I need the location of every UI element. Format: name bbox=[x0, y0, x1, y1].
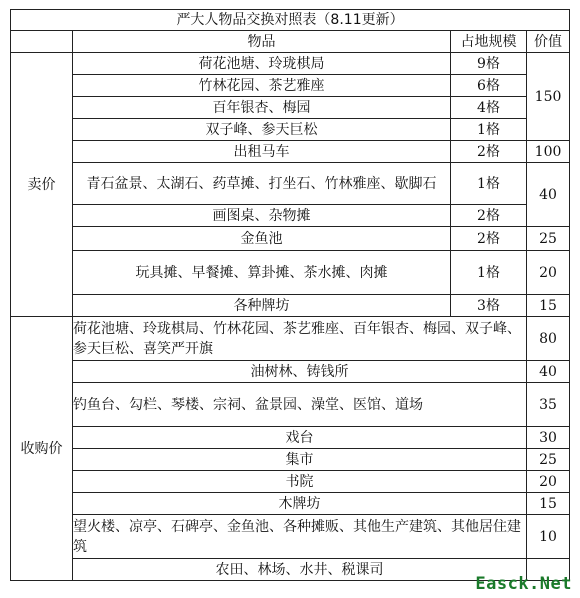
sell-row-items: 百年银杏、梅园 bbox=[73, 97, 451, 119]
sell-row-price: 150 bbox=[527, 53, 570, 141]
sell-row-price: 20 bbox=[527, 251, 570, 295]
table-title: 严大人物品交换对照表（8.11更新） bbox=[11, 10, 570, 31]
buy-row-items: 木牌坊 bbox=[73, 493, 527, 515]
header-blank bbox=[11, 31, 73, 53]
sell-row-items: 金鱼池 bbox=[73, 227, 451, 251]
sell-row-size: 2格 bbox=[451, 227, 527, 251]
sell-row-size: 2格 bbox=[451, 205, 527, 227]
header-size: 占地规模 bbox=[451, 31, 527, 53]
sell-row-price: 40 bbox=[527, 163, 570, 227]
sell-row-size: 1格 bbox=[451, 163, 527, 205]
header-items: 物品 bbox=[73, 31, 451, 53]
buy-row-items: 油树林、铸钱所 bbox=[73, 361, 527, 383]
sell-row-size: 9格 bbox=[451, 53, 527, 75]
buy-row-items: 集市 bbox=[73, 449, 527, 471]
buy-row-price: 30 bbox=[527, 427, 570, 449]
sell-row-items: 画图桌、杂物摊 bbox=[73, 205, 451, 227]
sell-row-price: 100 bbox=[527, 141, 570, 163]
sell-row-size: 2格 bbox=[451, 141, 527, 163]
buy-row-price: 25 bbox=[527, 449, 570, 471]
sell-row-size: 1格 bbox=[451, 251, 527, 295]
exchange-table bbox=[10, 9, 570, 581]
buy-row-items: 戏台 bbox=[73, 427, 527, 449]
sell-row-size: 3格 bbox=[451, 295, 527, 317]
sell-row-items: 双子峰、参天巨松 bbox=[73, 119, 451, 141]
buy-row-items: 农田、林场、水井、税课司 bbox=[73, 559, 527, 581]
buy-row-price: 35 bbox=[527, 383, 570, 427]
sell-row-size: 1格 bbox=[451, 119, 527, 141]
buy-row-items: 望火楼、凉亭、石碑亭、金鱼池、各种摊贩、其他生产建筑、其他居住建筑 bbox=[73, 515, 527, 559]
buy-row-items: 钓鱼台、勾栏、琴楼、宗祠、盆景园、澡堂、医馆、道场 bbox=[73, 383, 527, 427]
buy-row-price: 15 bbox=[527, 493, 570, 515]
sell-row-items: 各种牌坊 bbox=[73, 295, 451, 317]
category-sell: 卖价 bbox=[11, 53, 73, 317]
sell-row-items: 荷花池塘、玲珑棋局 bbox=[73, 53, 451, 75]
buy-row-price: 40 bbox=[527, 361, 570, 383]
category-buy: 收购价 bbox=[11, 317, 73, 581]
sell-row-items: 青石盆景、太湖石、药草摊、打坐石、竹林雅座、歇脚石 bbox=[73, 163, 451, 205]
sell-row-size: 4格 bbox=[451, 97, 527, 119]
header-price: 价值 bbox=[527, 31, 570, 53]
buy-row-items: 荷花池塘、玲珑棋局、竹林花园、茶艺雅座、百年银杏、梅园、双子峰、参天巨松、喜笑严开旗 bbox=[73, 317, 527, 361]
sell-row-items: 玩具摊、早餐摊、算卦摊、茶水摊、肉摊 bbox=[73, 251, 451, 295]
watermark: Easck.Net bbox=[475, 574, 572, 594]
buy-row-price: 20 bbox=[527, 471, 570, 493]
buy-row-items: 书院 bbox=[73, 471, 527, 493]
sell-row-items: 出租马车 bbox=[73, 141, 451, 163]
buy-row-price: 10 bbox=[527, 515, 570, 559]
buy-row-price: 80 bbox=[527, 317, 570, 361]
sell-row-price: 15 bbox=[527, 295, 570, 317]
sell-row-size: 6格 bbox=[451, 75, 527, 97]
sell-row-price: 25 bbox=[527, 227, 570, 251]
sell-row-items: 竹林花园、茶艺雅座 bbox=[73, 75, 451, 97]
